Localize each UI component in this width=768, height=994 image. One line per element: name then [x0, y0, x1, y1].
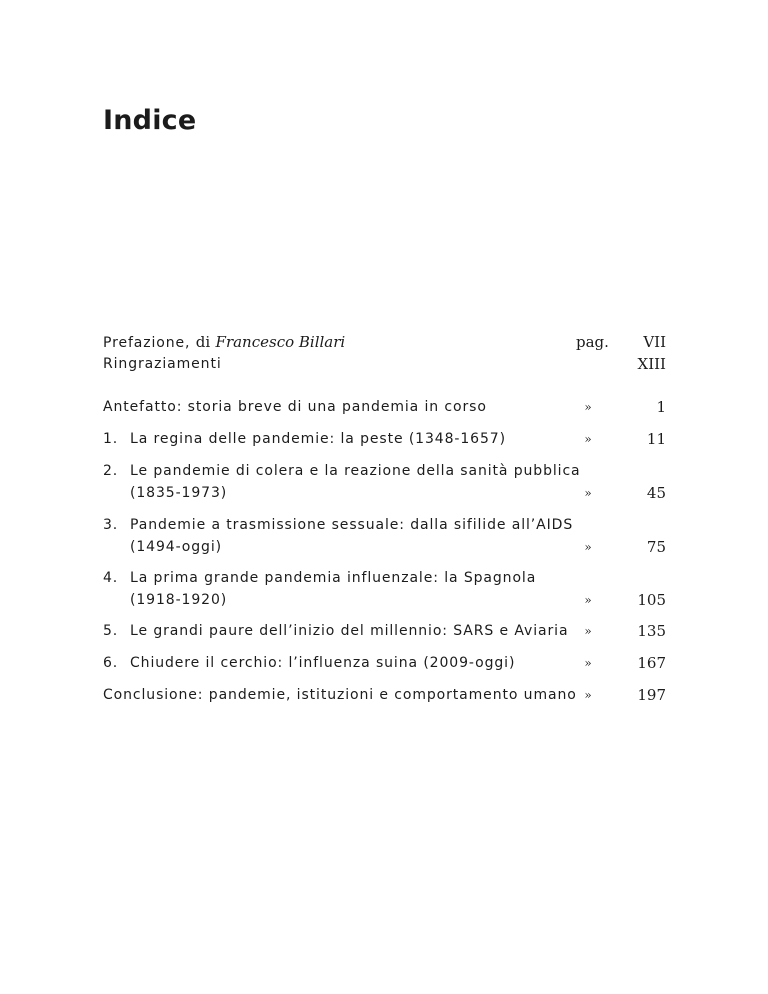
toc-entry-label: 1. La regina delle pandemie: la peste (1348-1657)	[103, 428, 565, 450]
toc-entry-label: Prefazione, di Francesco Billari	[103, 333, 346, 351]
ditto-mark: »	[584, 540, 592, 554]
page-title: Indice	[103, 105, 197, 136]
ditto-mark: »	[584, 593, 592, 607]
chapter-number: 1.	[103, 431, 119, 447]
ditto-mark: »	[584, 400, 592, 414]
toc-page-number: XIII	[637, 355, 666, 373]
toc-entry-label: 4. La prima grande pandemia influenzale: la Spagnola (1918-1920)	[103, 567, 565, 611]
toc-page-number: 105	[637, 591, 666, 609]
toc-entry-label: Conclusione: pandemie, istituzioni e comportamento umano	[103, 687, 577, 703]
toc-entry-label: 3. Pandemie a trasmissione sessuale: dalla sifilide all’AIDS (1494-oggi)	[103, 514, 565, 558]
ditto-mark: »	[584, 688, 592, 702]
chapter-number: 3.	[103, 517, 119, 533]
toc-entry-label: 6. Chiudere il cerchio: l’influenza suina (2009-oggi)	[103, 652, 565, 674]
toc-page-number: 197	[637, 686, 666, 704]
toc-page-number: 1	[656, 398, 666, 416]
toc-page-number: VII	[643, 333, 666, 351]
chapter-number: 5.	[103, 623, 119, 639]
toc-entry-label: Antefatto: storia breve di una pandemia in corso	[103, 399, 487, 415]
chapter-number: 2.	[103, 463, 119, 479]
toc-page-number: 45	[646, 484, 666, 502]
author-name: Francesco Billari	[215, 333, 346, 351]
toc-page-number: 11	[646, 430, 666, 448]
ditto-mark: »	[584, 486, 592, 500]
ditto-mark: »	[584, 624, 592, 638]
pag-label: pag.	[576, 333, 609, 351]
ditto-mark: »	[584, 656, 592, 670]
toc-entry-label: 5. Le grandi paure dell’inizio del millennio: SARS e Aviaria	[103, 620, 565, 642]
chapter-number: 4.	[103, 570, 119, 586]
toc-entry-label: 2. Le pandemie di colera e la reazione della sanità pubblica (1835-1973)	[103, 460, 565, 504]
toc-page-number: 75	[646, 538, 666, 556]
table-of-contents	[103, 0, 666, 994]
toc-page-number: 135	[637, 622, 666, 640]
ditto-mark: »	[584, 432, 592, 446]
chapter-number: 6.	[103, 655, 119, 671]
toc-entry-label: Ringraziamenti	[103, 356, 222, 372]
toc-page-number: 167	[637, 654, 666, 672]
